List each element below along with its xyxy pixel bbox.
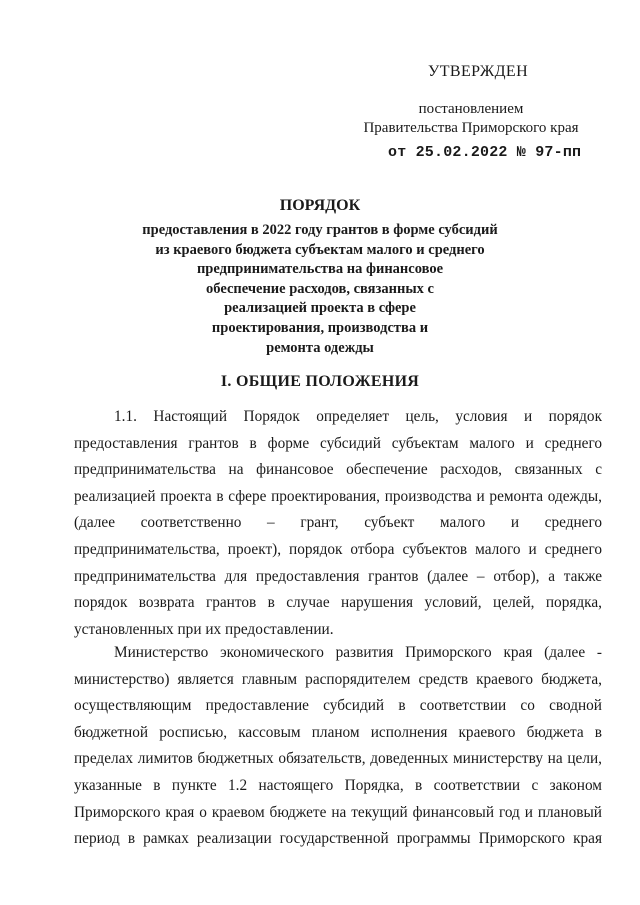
subtitle-line: из краевого бюджета субъектам малого и среднего: [155, 241, 485, 258]
paragraph-line: предоставления грантов в форме субсидий субъектам малого и среднего: [74, 434, 602, 452]
paragraph-line: пределах лимитов бюджетных обязательств, доведенных министерству на цели,: [74, 750, 602, 768]
paragraph-line: Приморского края о краевом бюджете на текущий финансовый год и плановый: [74, 803, 602, 821]
section-heading: I. ОБЩИЕ ПОЛОЖЕНИЯ: [220, 373, 420, 390]
document-subtitle: [140, 221, 500, 358]
document-title: ПОРЯДОК: [279, 197, 361, 214]
subtitle-line: обеспечение расходов, связанных с: [206, 280, 434, 297]
paragraph: [74, 404, 602, 643]
paragraph-line: предпринимательства на финансовое обеспечение расходов, связанных с: [74, 461, 602, 479]
paragraph-line: порядок возврата грантов в случае нарушения условий, целей, порядка,: [74, 594, 602, 612]
paragraph-line: министерство) является главным распорядителем средств краевого бюджета,: [74, 670, 602, 688]
paragraph-line: Министерство экономического развития Приморского края (далее -: [114, 644, 602, 661]
paragraph-line: реализацией проекта в сфере проектирования, производства и ремонта одежды,: [74, 487, 602, 505]
paragraph-line: указанные в пункте 1.2 настоящего Порядка, в соответствии с законом: [74, 776, 602, 794]
subtitle-line: проектирования, производства и: [211, 319, 429, 336]
subtitle-line: предпринимательства на финансовое: [196, 261, 444, 278]
decree-line: постановлением: [418, 101, 524, 117]
paragraph-line: предпринимательства, проект), порядок отбора субъектов малого и среднего: [74, 540, 602, 558]
paragraph-line: 1.1. Настоящий Порядок определяет цель, условия и порядок: [114, 408, 602, 425]
paragraph-line: период в рамках реализации государственной программы Приморского края: [74, 830, 602, 848]
decree-number: от 25.02.2022 № 97-пп: [388, 144, 582, 161]
paragraph-line: осуществляющим предоставление субсидий в соответствии со сводной: [74, 697, 602, 715]
subtitle-line: ремонта одежды: [266, 339, 374, 356]
paragraph: [74, 640, 602, 853]
approval-stamp: УТВЕРЖДЕН: [428, 63, 529, 80]
paragraph-line: бюджетной росписью, кассовым планом исполнения краевого бюджета в: [74, 723, 602, 741]
paragraph-line: установленных при их предоставлении.: [74, 620, 334, 638]
subtitle-line: предоставления в 2022 году грантов в форме субсидий: [142, 222, 498, 238]
paragraph-line: (далее соответственно – грант, субъект малого и среднего: [74, 514, 602, 532]
paragraph-line: предпринимательства для предоставления грантов (далее – отбор), а также: [74, 567, 602, 585]
subtitle-line: реализацией проекта в сфере: [224, 300, 416, 317]
decree-line: Правительства Приморского края: [363, 120, 579, 136]
decree-reference: [360, 100, 582, 138]
